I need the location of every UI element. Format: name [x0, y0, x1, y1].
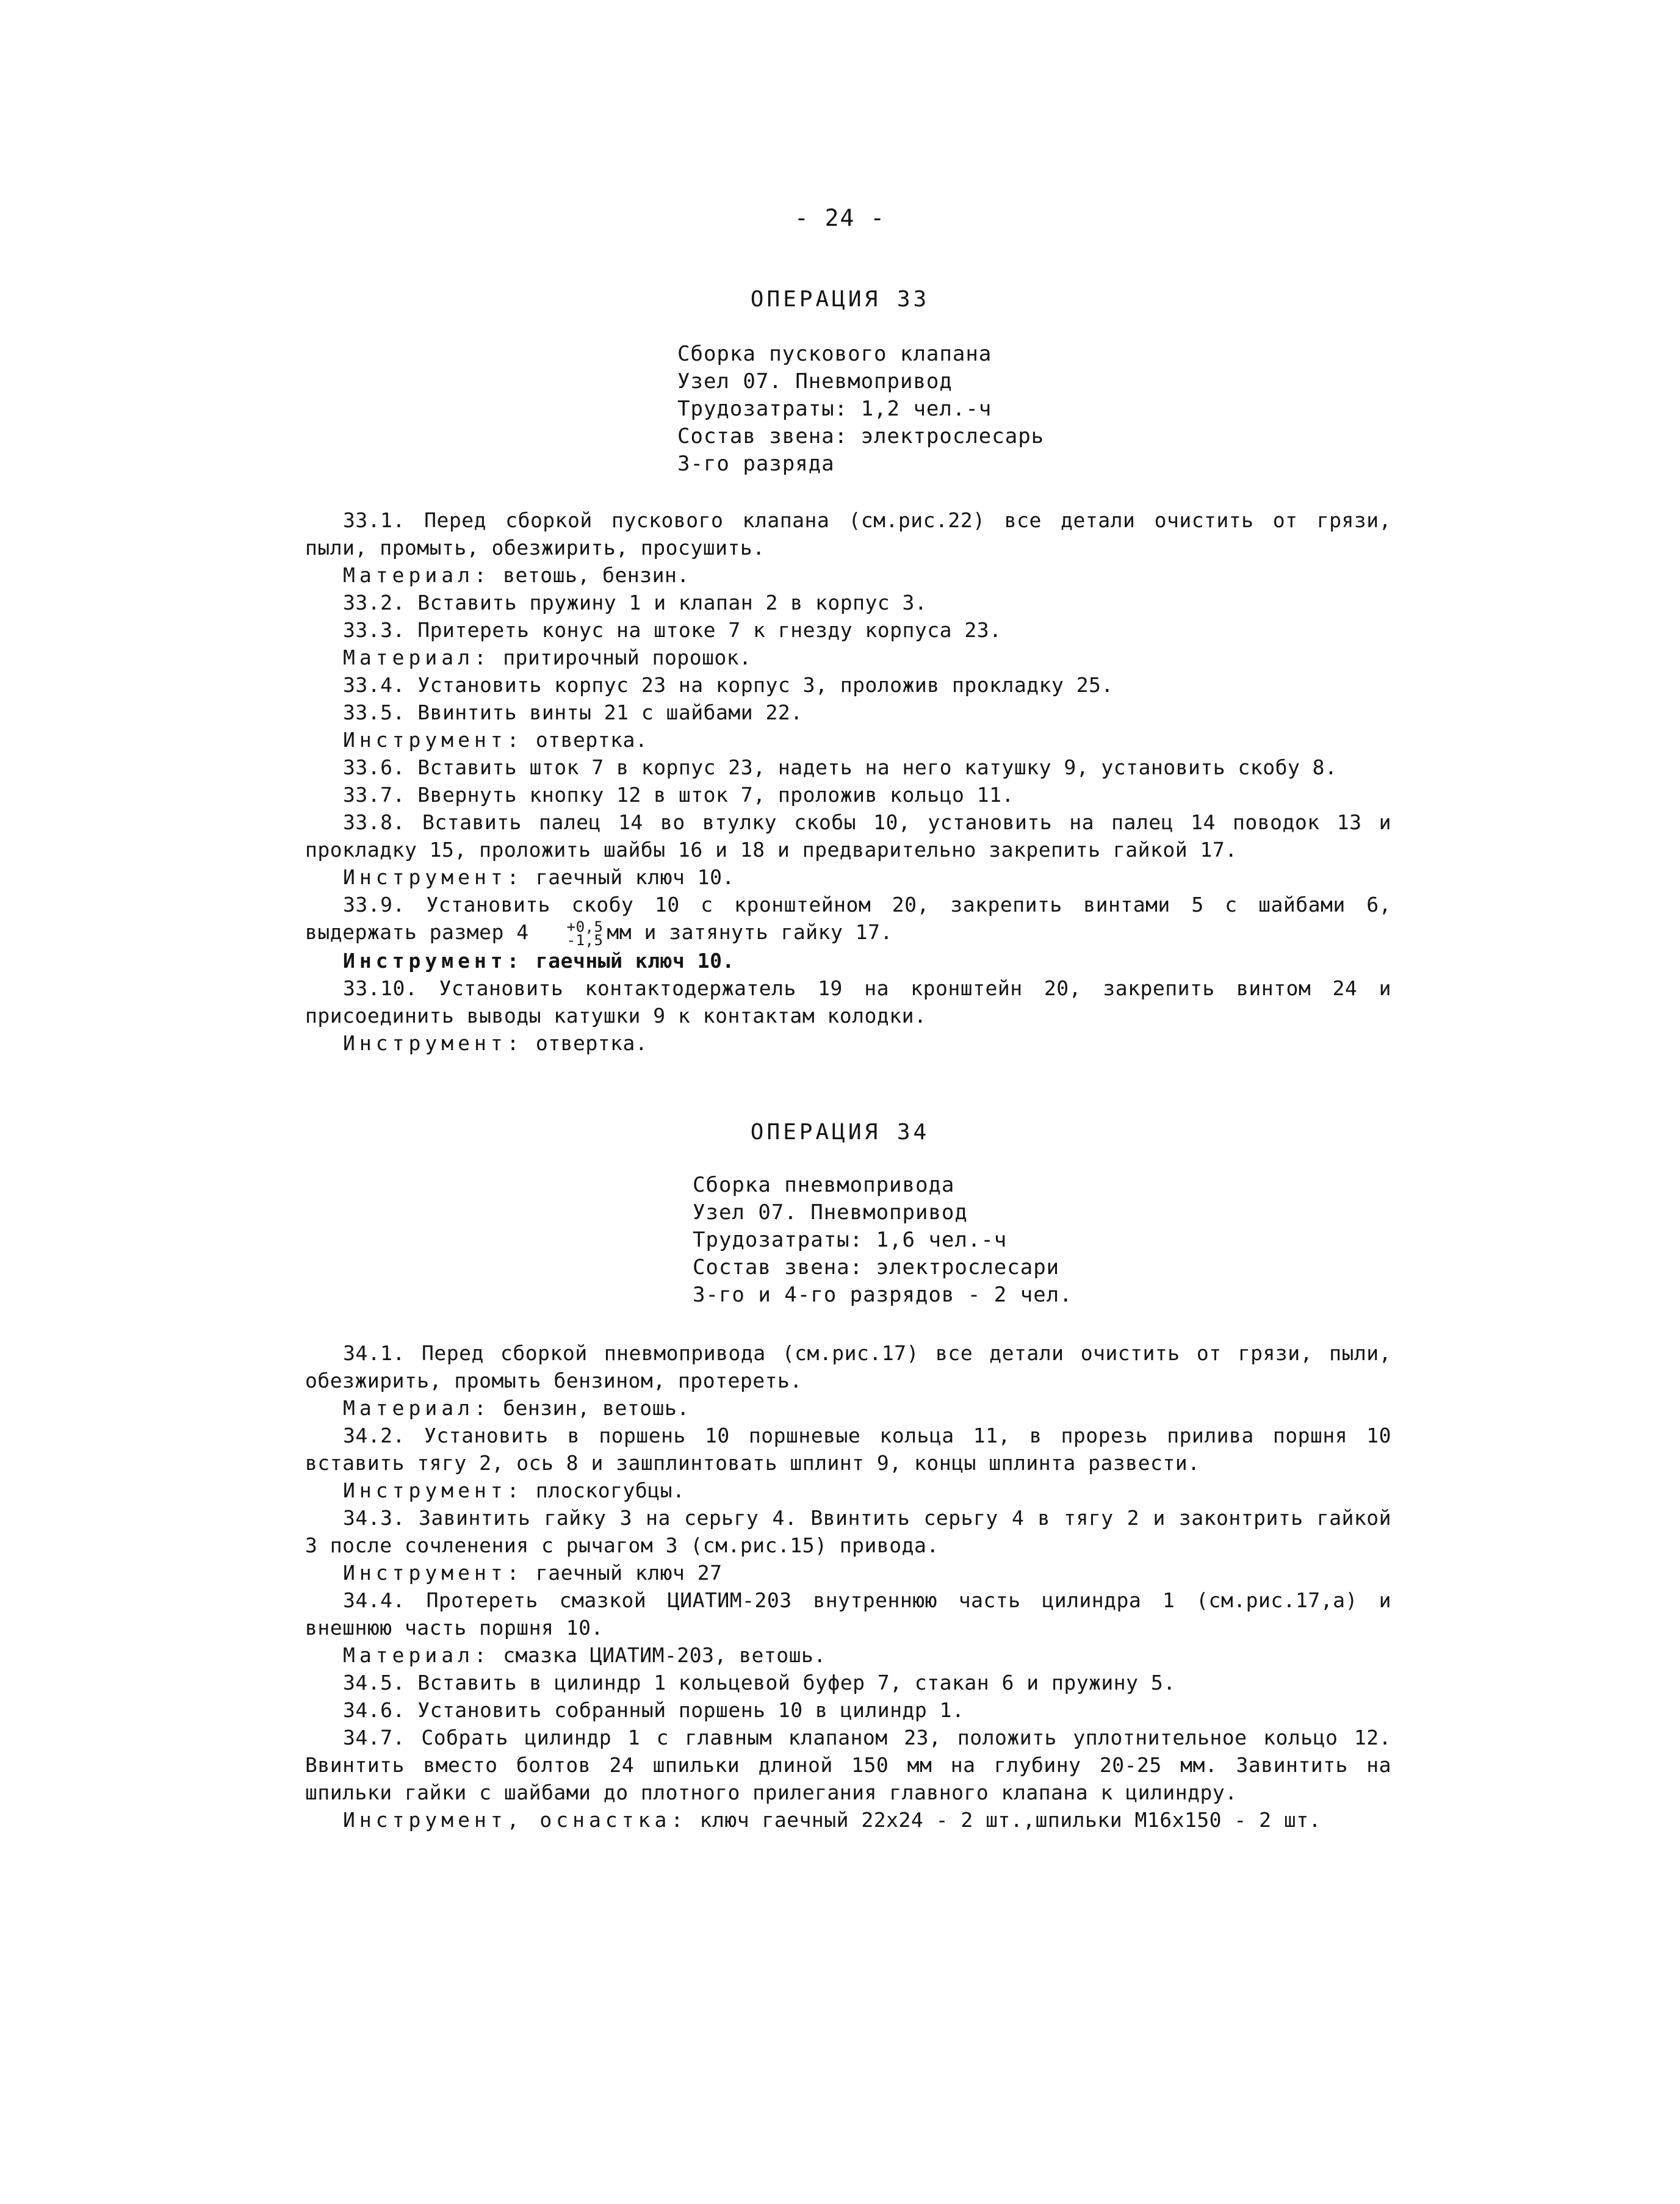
- header-line: 3-го и 4-го разрядов - 2 чел.: [693, 1283, 1073, 1307]
- step-34-7: 34.7. Собрать цилиндр 1 с главным клапаном 23, положить уплотнительное кольцо 12. Ввинтить вместо болтов 24 шпильки длиной 150 мм на глубину 20-25 мм. Завинтить на шпильки гайки с шайбами до плотного прилегания главного клапана к цилиндру.: [305, 1726, 1391, 1804]
- step-33-10: 33.10. Установить контактодержатель 19 на кронштейн 20, закрепить винтом 24 и присоединить выводы катушки 9 к контактам колодки.: [305, 976, 1391, 1028]
- note-tooling: [305, 1806, 1391, 1834]
- operation-34-header: [693, 1172, 1073, 1309]
- note-text: отвертка.: [535, 728, 648, 752]
- note-material: [305, 1394, 1391, 1422]
- tolerance-lower: -1,5: [566, 931, 604, 949]
- note-text: плоскогубцы.: [535, 1478, 685, 1502]
- step-33-2: 33.2. Вставить пружину 1 и клапан 2 в корпус 3.: [343, 591, 928, 614]
- header-line: Сборка пневмопривода: [693, 1173, 955, 1197]
- note-text: гаечный ключ 27: [535, 1561, 723, 1585]
- step-33-6: 33.6. Вставить шток 7 в корпус 23, надеть на него катушку 9, установить скобу 8.: [343, 755, 1338, 779]
- step-34-6: 34.6. Установить собранный поршень 10 в цилиндр 1.: [343, 1698, 965, 1722]
- note-label: Инструмент:: [343, 728, 524, 752]
- note-label: Инструмент:: [343, 865, 524, 889]
- step-33-1: 33.1. Перед сборкой пускового клапана (см.рис.22) все детали очистить от грязи, пыли, промыть, обезжирить, просушить.: [305, 508, 1391, 560]
- step-text-suffix: мм и затянуть гайку 17.: [607, 920, 893, 944]
- page-number: - 24 -: [794, 204, 886, 231]
- note-label: Инструмент:: [343, 1031, 524, 1055]
- step-33-8: 33.8. Вставить палец 14 во втулку скобы 10, установить на палец 14 поводок 13 и прокладку 15, проложить шайбы 16 и 18 и предварительно закрепить гайкой 17.: [305, 810, 1391, 862]
- operation-34-body: [305, 1339, 1391, 1834]
- dimension-tolerance: [529, 920, 604, 947]
- note-text: ключ гаечный 22х24 - 2 шт.,шпильки М16х150 - 2 шт.: [699, 1808, 1321, 1832]
- note-tool: [305, 1477, 1391, 1504]
- step-33-5: 33.5. Ввинтить винты 21 с шайбами 22.: [343, 700, 803, 724]
- note-text: гаечный ключ 10.: [535, 948, 735, 973]
- note-tool: [305, 863, 1391, 891]
- step-34-1: 34.1. Перед сборкой пневмопривода (см.рис.17) все детали очистить от грязи, пыли, обезжирить, промыть бензином, протереть.: [305, 1341, 1391, 1392]
- step-34-3: 34.3. Завинтить гайку 3 на серьгу 4. Ввинтить серьгу 4 в тягу 2 и законтрить гайкой 3 после сочленения с рычагом 3 (см.рис.15) привода.: [305, 1506, 1391, 1557]
- note-tool: [305, 1559, 1391, 1586]
- header-line: Узел 07. Пневмопривод: [677, 369, 953, 394]
- note-tool: [305, 1029, 1391, 1057]
- header-line: Трудозатраты: 1,6 чел.-ч: [693, 1228, 1008, 1252]
- step-34-4: 34.4. Протереть смазкой ЦИАТИМ-203 внутреннюю часть цилиндра 1 (см.рис.17,а) и внешнюю часть поршня 10.: [305, 1588, 1391, 1640]
- note-label: Инструмент:: [343, 1478, 524, 1502]
- note-label: Материал:: [343, 646, 491, 669]
- tolerance-upper: +0,5: [566, 918, 604, 935]
- note-label: Инструмент, оснастка:: [343, 1808, 688, 1832]
- operation-33-body: [305, 506, 1391, 1057]
- step-34-5: 34.5. Вставить в цилиндр 1 кольцевой буфер 7, стакан 6 и пружину 5.: [343, 1671, 1176, 1694]
- step-text: 33.9. Установить скобу 10 с кронштейном 20, закрепить винтами 5 с шайбами 6, выдержать размер 4: [305, 893, 1391, 944]
- header-line: 3-го разряда: [677, 452, 835, 476]
- note-text: притирочный порошок.: [503, 646, 752, 669]
- step-33-9: [305, 891, 1391, 947]
- step-34-2: 34.2. Установить в поршень 10 поршневые кольца 11, в прорезь прилива поршня 10 вставить тягу 2, ось 8 и зашплинтовать шплинт 9, концы шплинта развести.: [305, 1424, 1391, 1475]
- step-33-7: 33.7. Ввернуть кнопку 12 в шток 7, проложив кольцо 11.: [343, 783, 1014, 807]
- note-text: гаечный ключ 10.: [535, 865, 735, 889]
- operation-33-header: [677, 340, 1044, 478]
- note-tool: [305, 947, 1391, 974]
- step-33-3: 33.3. Притереть конус на штоке 7 к гнезду корпуса 23.: [343, 618, 1002, 642]
- header-line: Трудозатраты: 1,2 чел.-ч: [677, 397, 992, 421]
- note-material: [305, 644, 1391, 671]
- note-label: Инструмент:: [343, 948, 524, 973]
- note-material: [305, 1641, 1391, 1669]
- note-text: ветошь, бензин.: [503, 563, 690, 587]
- note-label: Материал:: [343, 1396, 491, 1420]
- note-label: Материал:: [343, 563, 491, 587]
- header-line: Состав звена: электрослесари: [693, 1255, 1060, 1280]
- note-label: Инструмент:: [343, 1561, 524, 1585]
- note-tool: [305, 726, 1391, 754]
- header-line: Состав звена: электрослесарь: [677, 424, 1045, 448]
- step-33-4: 33.4. Установить корпус 23 на корпус 3, проложив прокладку 25.: [343, 673, 1114, 697]
- header-line: Узел 07. Пневмопривод: [693, 1200, 968, 1225]
- header-line: Сборка пускового клапана: [677, 342, 992, 366]
- note-text: отвертка.: [535, 1031, 648, 1055]
- operation-33-title: ОПЕРАЦИЯ 33: [750, 287, 930, 312]
- note-label: Материал:: [343, 1643, 491, 1667]
- note-material: [305, 561, 1391, 589]
- note-text: бензин, ветошь.: [503, 1396, 690, 1420]
- note-text: смазка ЦИАТИМ-203, ветошь.: [503, 1643, 826, 1667]
- operation-34-title: ОПЕРАЦИЯ 34: [750, 1120, 930, 1145]
